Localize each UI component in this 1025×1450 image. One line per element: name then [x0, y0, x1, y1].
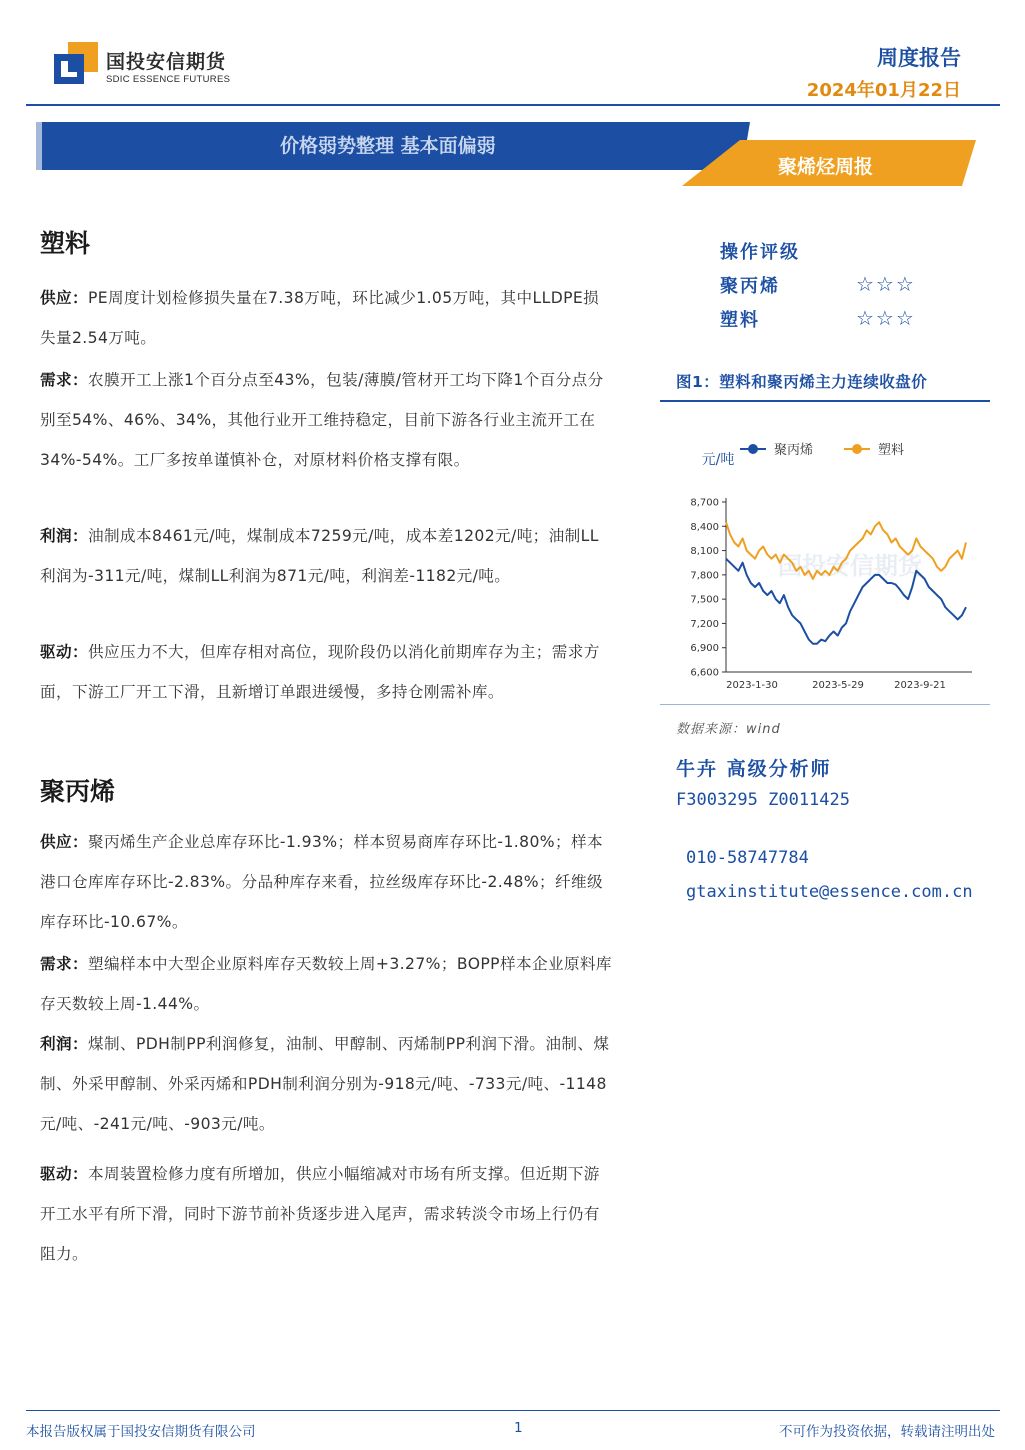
plastic-demand	[40, 360, 612, 480]
pp-profit	[40, 1024, 612, 1144]
x-tick-label: 2023-9-21	[894, 680, 946, 691]
company-logo-icon	[54, 42, 98, 84]
plastic-supply	[40, 278, 612, 358]
y-axis-label: 元/吨	[701, 452, 735, 468]
legend-label: 塑料	[878, 443, 905, 458]
brand-name-cn: 国投安信期货	[106, 51, 227, 73]
y-tick-label: 8,100	[690, 546, 719, 558]
report-date: 2024年01月22日	[806, 80, 961, 101]
legend-marker	[852, 444, 862, 454]
label: 供应：	[40, 289, 88, 307]
legend-label: 聚丙烯	[774, 443, 814, 458]
text: 本周装置检修力度有所增加，供应小幅缩减对市场有所支撑。但近期下游开工水平有所下滑，同时下游节前补货逐步进入尾声，需求转淡令市场上行仍有阻力。	[40, 1165, 600, 1263]
footer-copyright: 本报告版权属于国投安信期货有限公司	[26, 1424, 256, 1440]
footer-disclaimer: 不可作为投资依据，转载请注明出处	[779, 1424, 995, 1440]
text: 油制成本8461元/吨，煤制成本7259元/吨，成本差1202元/吨；油制LL利润为-311元/吨，煤制LL利润为871元/吨，利润差-1182元/吨。	[40, 527, 599, 585]
y-tick-label: 6,900	[690, 643, 719, 655]
pp-supply	[40, 822, 612, 942]
pp-driver	[40, 1154, 612, 1274]
rating-title: 操作评级	[720, 242, 800, 263]
y-tick-label: 7,200	[690, 618, 719, 630]
section-heading-plastic: 塑料	[40, 229, 91, 258]
y-tick-label: 7,800	[690, 570, 719, 582]
data-source: 数据来源：wind	[676, 722, 781, 737]
report-type: 周度报告	[877, 46, 961, 70]
header-divider	[26, 104, 1000, 106]
rating-stars-plastic: ☆☆☆	[856, 306, 916, 330]
figure-divider	[660, 400, 990, 402]
analyst-email[interactable]: gtaxinstitute@essence.com.cn	[686, 882, 973, 902]
rating-name-plastic: 塑料	[720, 310, 760, 331]
label: 驱动：	[40, 643, 88, 661]
label: 需求：	[40, 955, 88, 973]
label: 供应：	[40, 833, 88, 851]
section-heading-pp: 聚丙烯	[40, 777, 116, 806]
label: 需求：	[40, 371, 88, 389]
analyst-name: 牛卉 高级分析师	[676, 758, 832, 780]
brand-name-en: SDIC ESSENCE FUTURES	[106, 74, 231, 85]
text: 供应压力不大，但库存相对高位，现阶段仍以消化前期库存为主；需求方面，下游工厂开工下滑，且新增订单跟进缓慢，多持仓刚需补库。	[40, 643, 600, 701]
chart-watermark: 国投安信期货	[778, 552, 922, 580]
text: 聚丙烯生产企业总库存环比-1.93%；样本贸易商库存环比-1.80%；样本港口仓库库存环比-2.83%。分品种库存来看，拉丝级库存环比-2.48%；纤维级库存环比-10.67%。	[40, 833, 603, 931]
rating-name-pp: 聚丙烯	[720, 276, 780, 297]
y-tick-label: 8,700	[690, 497, 719, 509]
figure-bottom-divider	[660, 704, 990, 705]
legend-marker	[748, 444, 758, 454]
pp-demand	[40, 944, 612, 1024]
text: 农膜开工上涨1个百分点至43%，包装/薄膜/管材开工均下降1个百分点分别至54%、46%、34%，其他行业开工维持稳定，目前下游各行业主流开工在34%-54%。工厂多按单谨慎补仓，对原材料价格支撑有限。	[40, 371, 604, 469]
text: 塑编样本中大型企业原料库存天数较上周+3.27%；BOPP样本企业原料库存天数较上周-1.44%。	[40, 955, 612, 1013]
text: 煤制、PDH制PP利润修复，油制、甲醇制、丙烯制PP利润下滑。油制、煤制、外采甲醇制、外采丙烯和PDH制利润分别为-918元/吨、-733元/吨、-1148元/吨、-241元/吨、-903元/吨。	[40, 1035, 610, 1133]
price-line-chart	[660, 428, 990, 700]
label: 利润：	[40, 1035, 88, 1053]
footer-divider	[26, 1410, 1000, 1411]
text: PE周度计划检修损失量在7.38万吨，环比减少1.05万吨，其中LLDPE损失量2.54万吨。	[40, 289, 600, 347]
analyst-cert: F3003295 Z0011425	[676, 790, 850, 810]
brand	[106, 52, 230, 85]
banner-subtitle: 聚烯烃周报	[778, 156, 874, 178]
page-number: 1	[514, 1420, 523, 1436]
plastic-driver	[40, 632, 612, 712]
x-tick-label: 2023-5-29	[812, 680, 864, 691]
plastic-profit	[40, 516, 612, 596]
figure-title: 图1：塑料和聚丙烯主力连续收盘价	[676, 373, 928, 391]
y-tick-label: 8,400	[690, 521, 719, 533]
banner-title: 价格弱势整理 基本面偏弱	[280, 135, 496, 157]
rating-stars-pp: ☆☆☆	[856, 272, 916, 296]
label: 驱动：	[40, 1165, 88, 1183]
label: 利润：	[40, 527, 88, 545]
y-tick-label: 7,500	[690, 594, 719, 606]
y-tick-label: 6,600	[690, 667, 719, 679]
x-tick-label: 2023-1-30	[726, 680, 778, 691]
analyst-phone: 010-58747784	[686, 848, 809, 868]
